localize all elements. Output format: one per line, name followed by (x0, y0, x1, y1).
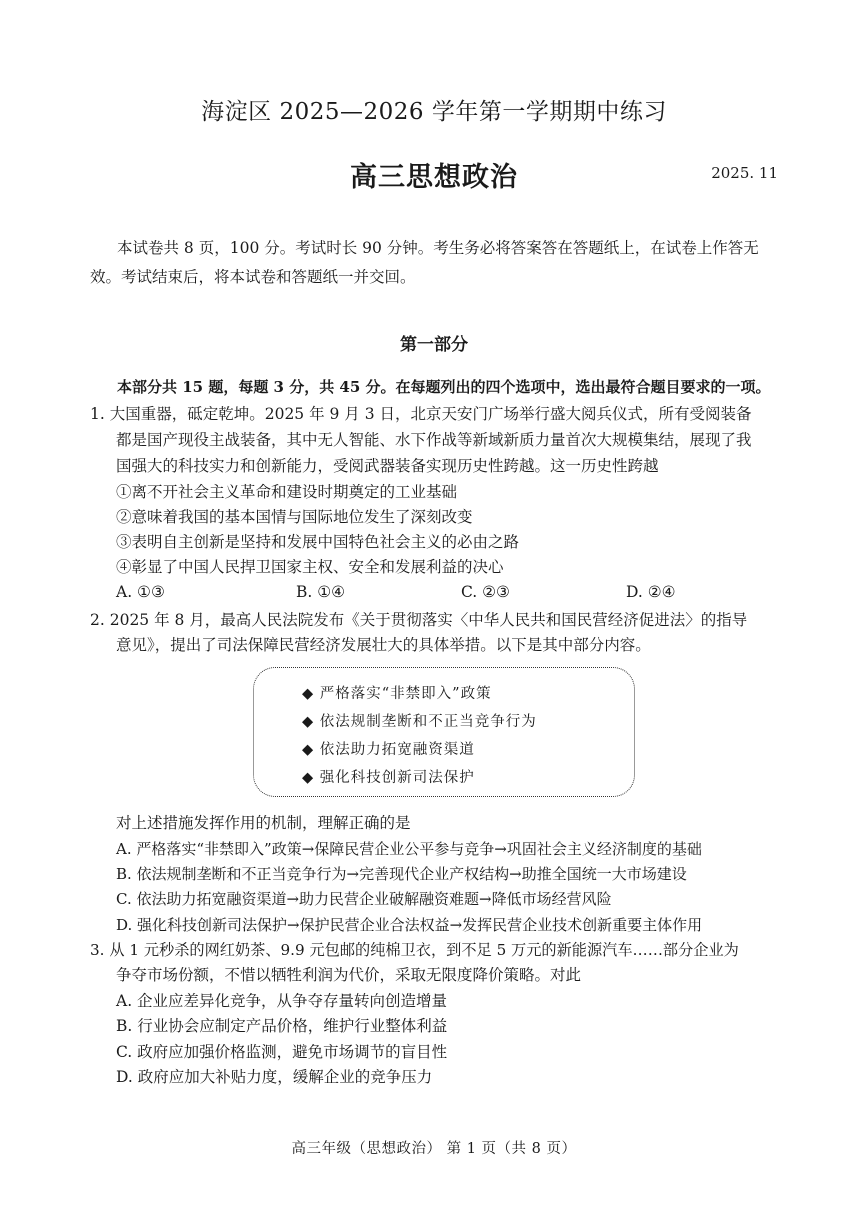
q1-option-d[interactable]: D. ②④ (626, 583, 676, 601)
q2-option-a[interactable]: A. 严格落实“非禁即入”政策→保障民营企业公平参与竞争→巩固社会主义经济制度的基础 (116, 840, 702, 858)
q2-stem-line-1: 2. 2025 年 8 月，最高人民法院发布《关于贯彻落实〈中华人民共和国民营经济促进法〉的指导 (90, 611, 748, 629)
q1-option-b[interactable]: B. ①④ (296, 583, 346, 601)
part-intro: 本部分共 15 题，每题 3 分，共 45 分。在每题列出的四个选项中，选出最符合题目要求的一项。 (117, 378, 771, 396)
measure-item: ◆ 强化科技创新司法保护 (302, 770, 475, 786)
q2-option-c[interactable]: C. 依法助力拓宽融资渠道→助力民营企业破解融资难题→降低市场经营风险 (116, 890, 612, 908)
q2-option-d[interactable]: D. 强化科技创新司法保护→保护民营企业合法权益→发挥民营企业技术创新重要主体作用 (116, 916, 703, 934)
q3-stem-line-1: 3. 从 1 元秒杀的网红奶茶、9.9 元包邮的纯棉卫衣，到不足 5 万元的新能源汽车……部分企业为 (90, 941, 739, 959)
q3-option-d[interactable]: D. 政府应加大补贴力度，缓解企业的竞争压力 (116, 1068, 433, 1086)
instructions-line-2: 效。考试结束后，将本试卷和答题纸一并交回。 (90, 268, 416, 286)
measure-item: ◆ 依法规制垄断和不正当竞争行为 (302, 714, 537, 730)
instructions-line-1: 本试卷共 8 页，100 分。考试时长 90 分钟。考生务必将答案答在答题纸上，在试卷上作答无 (117, 239, 759, 257)
q1-statement-2: ②意味着我国的基本国情与国际地位发生了深刻改变 (116, 508, 473, 526)
q1-option-c[interactable]: C. ②③ (461, 583, 510, 601)
q1-stem-line-1: 1. 大国重器，砥定乾坤。2025 年 9 月 3 日，北京天安门广场举行盛大阅兵仪式，所有受阅装备 (90, 405, 752, 423)
measure-item: ◆ 依法助力拓宽融资渠道 (302, 742, 475, 758)
q3-option-a[interactable]: A. 企业应差异化竞争，从争夺存量转向创造增量 (116, 992, 448, 1010)
q1-stem-line-2: 都是国产现役主战装备，其中无人智能、水下作战等新域新质力量首次大规模集结，展现了我 (116, 431, 752, 449)
q1-statement-1: ①离不开社会主义革命和建设时期奠定的工业基础 (116, 483, 458, 501)
q2-stem-line-2: 意见》，提出了司法保障民营经济发展壮大的具体举措。以下是其中部分内容。 (116, 636, 651, 654)
q2-option-b[interactable]: B. 依法规制垄断和不正当竞争行为→完善现代企业产权结构→助推全国统一大市场建设 (116, 865, 687, 883)
q3-option-b[interactable]: B. 行业协会应制定产品价格，维护行业整体利益 (116, 1017, 448, 1035)
measures-box (253, 667, 635, 797)
q3-stem-line-2: 争夺市场份额，不惜以牺牲利润为代价，采取无限度降价策略。对此 (116, 966, 582, 984)
exam-title: 海淀区 2025—2026 学年第一学期期中练习 (201, 99, 667, 125)
q3-option-c[interactable]: C. 政府应加强价格监测，避免市场调节的盲目性 (116, 1043, 448, 1061)
q1-stem-line-3: 国强大的科技实力和创新能力，受阅武器装备实现历史性跨越。这一历史性跨越 (116, 457, 659, 475)
exam-date: 2025. 11 (711, 164, 778, 182)
q1-statement-3: ③表明自主创新是坚持和发展中国特色社会主义的必由之路 (116, 533, 520, 551)
q2-question: 对上述措施发挥作用的机制，理解正确的是 (116, 814, 411, 832)
measure-item: ◆ 严格落实“非禁即入”政策 (302, 686, 492, 702)
q1-statement-4: ④彰显了中国人民捍卫国家主权、安全和发展利益的决心 (116, 558, 504, 576)
subject-title: 高三思想政治 (350, 162, 518, 193)
q1-options (116, 580, 706, 605)
page-footer: 高三年级（思想政治） 第 1 页（共 8 页） (291, 1141, 577, 1157)
q1-option-a[interactable]: A. ①③ (116, 583, 165, 601)
part-title: 第一部分 (400, 335, 468, 355)
